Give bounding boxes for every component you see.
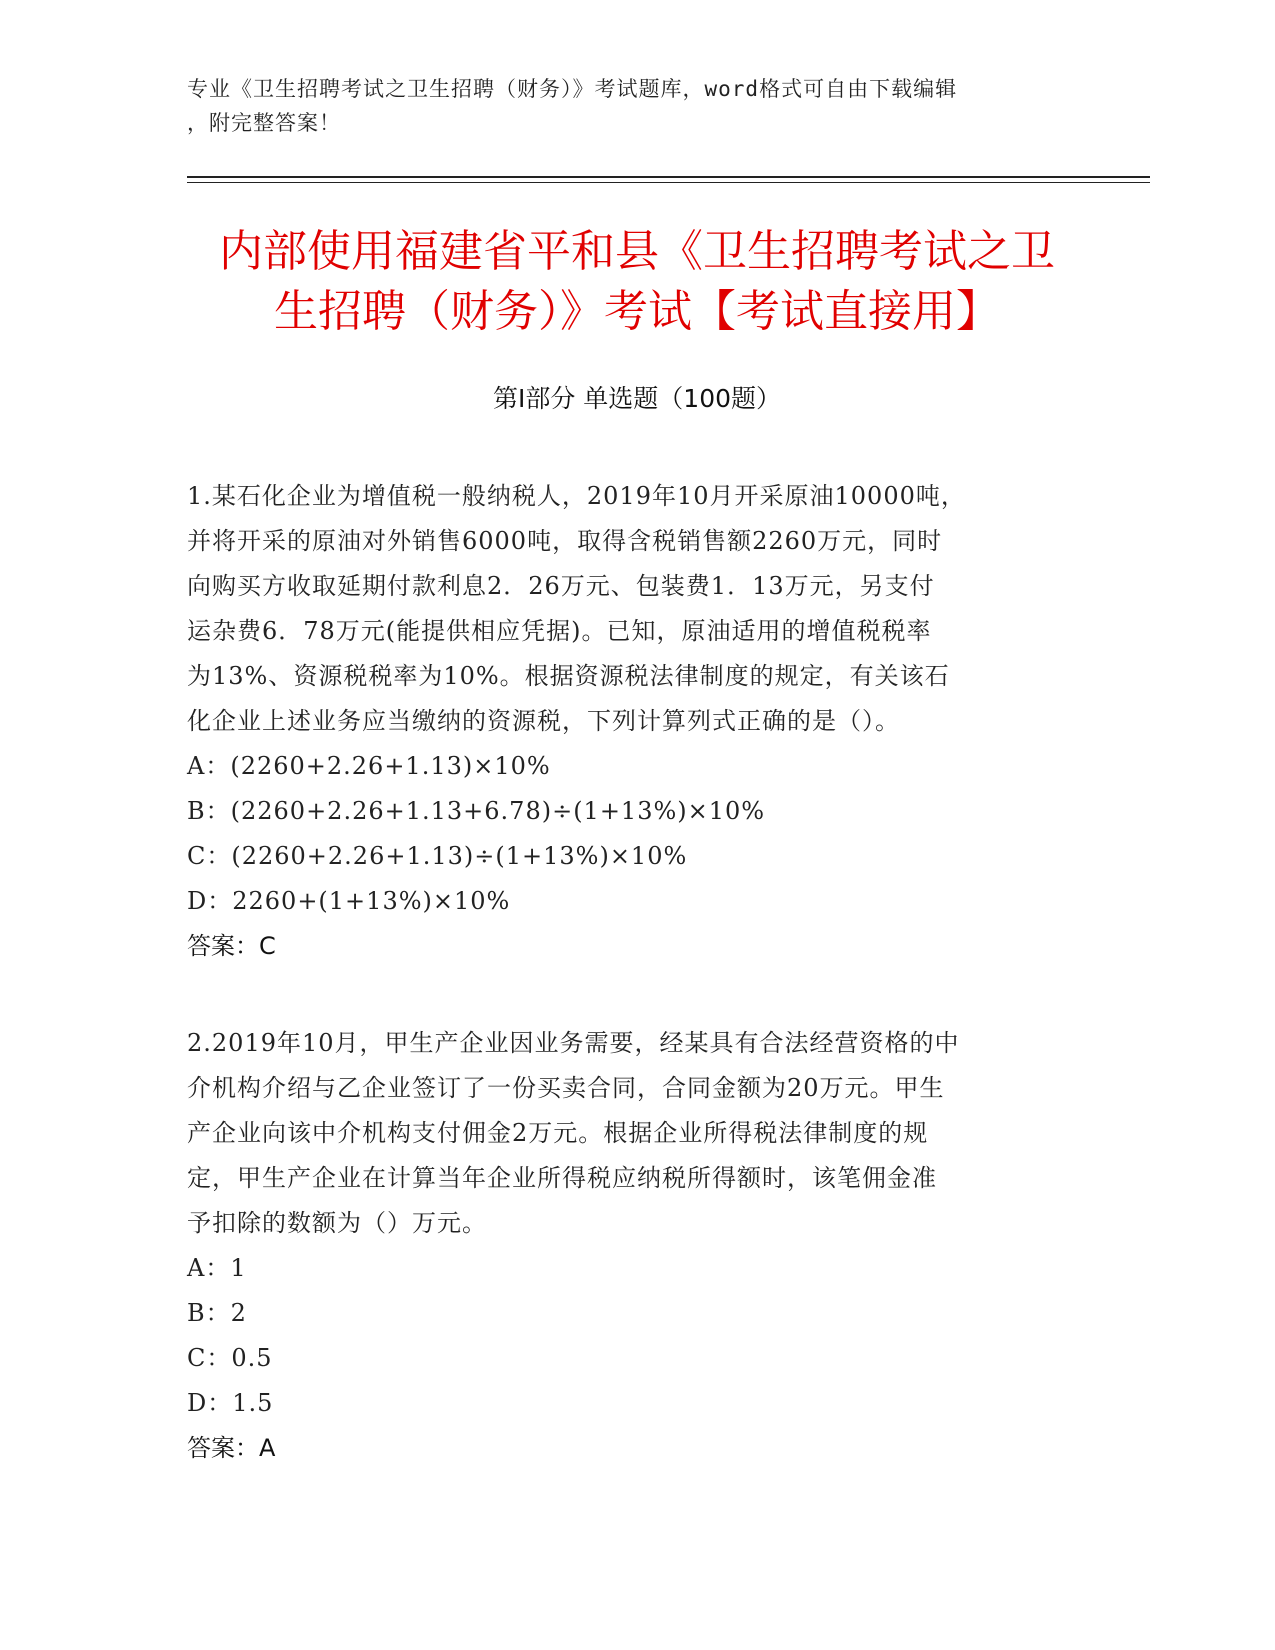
question-1-stem-line: 化企业上述业务应当缴纳的资源税，下列计算列式正确的是（）。 (187, 707, 900, 735)
question-1-stem-line: 并将开采的原油对外销售6000吨，取得含税销售额2260万元，同时 (187, 527, 943, 555)
question-1-option-b: B：(2260+2.26+1.13+6.78)÷(1+13%)×10% (187, 797, 766, 825)
question-2-stem-line: 予扣除的数额为（）万元。 (187, 1209, 487, 1237)
question-2-answer: 答案：A (187, 1434, 276, 1462)
question-1-answer: 答案：C (187, 932, 276, 960)
question-2-stem-line: 定，甲生产企业在计算当年企业所得税应纳税所得额时，该笔佣金准 (187, 1164, 937, 1192)
question-1 (187, 474, 1067, 969)
question-2-stem-line: 产企业向该中介机构支付佣金2万元。根据企业所得税法律制度的规 (187, 1119, 929, 1147)
question-2-stem-line: 介机构介绍与乙企业签订了一份买卖合同，合同金额为20万元。甲生 (187, 1074, 945, 1102)
question-2-option-d: D：1.5 (187, 1389, 274, 1417)
question-2-stem (187, 1021, 1067, 1246)
question-1-stem-line: 1.某石化企业为增值税一般纳税人，2019年10月开采原油10000吨， (187, 482, 966, 510)
document-title (187, 222, 1087, 342)
header-note-line-1: 专业《卫生招聘考试之卫生招聘（财务）》考试题库，word格式可自由下载编辑 (187, 77, 958, 101)
header-divider-thick (187, 176, 1150, 178)
question-2-option-a: A：1 (187, 1254, 247, 1282)
header-note-line-2: ，附完整答案！ (187, 111, 341, 135)
question-1-stem-line: 向购买方收取延期付款利息2．26万元、包装费1．13万元，另支付 (187, 572, 935, 600)
question-1-stem-line: 运杂费6．78万元(能提供相应凭据)。已知，原油适用的增值税税率 (187, 617, 932, 645)
question-2 (187, 1021, 1067, 1471)
question-2-stem-line: 2.2019年10月，甲生产企业因业务需要，经某具有合法经营资格的中 (187, 1029, 960, 1057)
header-divider-thin (187, 182, 1150, 183)
document-title-line-1: 内部使用福建省平和县《卫生招聘考试之卫 (219, 226, 1055, 277)
question-1-option-a: A：(2260+2.26+1.13)×10% (187, 752, 551, 780)
document-title-line-2: 生招聘（财务）》考试【考试直接用】 (274, 286, 1000, 337)
section-title: 第I部分 单选题（100题） (492, 384, 782, 413)
question-2-option-b: B：2 (187, 1299, 247, 1327)
question-1-option-c: C：(2260+2.26+1.13)÷(1+13%)×10% (187, 842, 688, 870)
question-1-option-d: D：2260+(1+13%)×10% (187, 887, 511, 915)
header-note (187, 72, 1087, 140)
question-2-option-c: C：0.5 (187, 1344, 273, 1372)
question-1-stem (187, 474, 1067, 744)
question-1-stem-line: 为13%、资源税税率为10%。根据资源税法律制度的规定，有关该石 (187, 662, 950, 690)
